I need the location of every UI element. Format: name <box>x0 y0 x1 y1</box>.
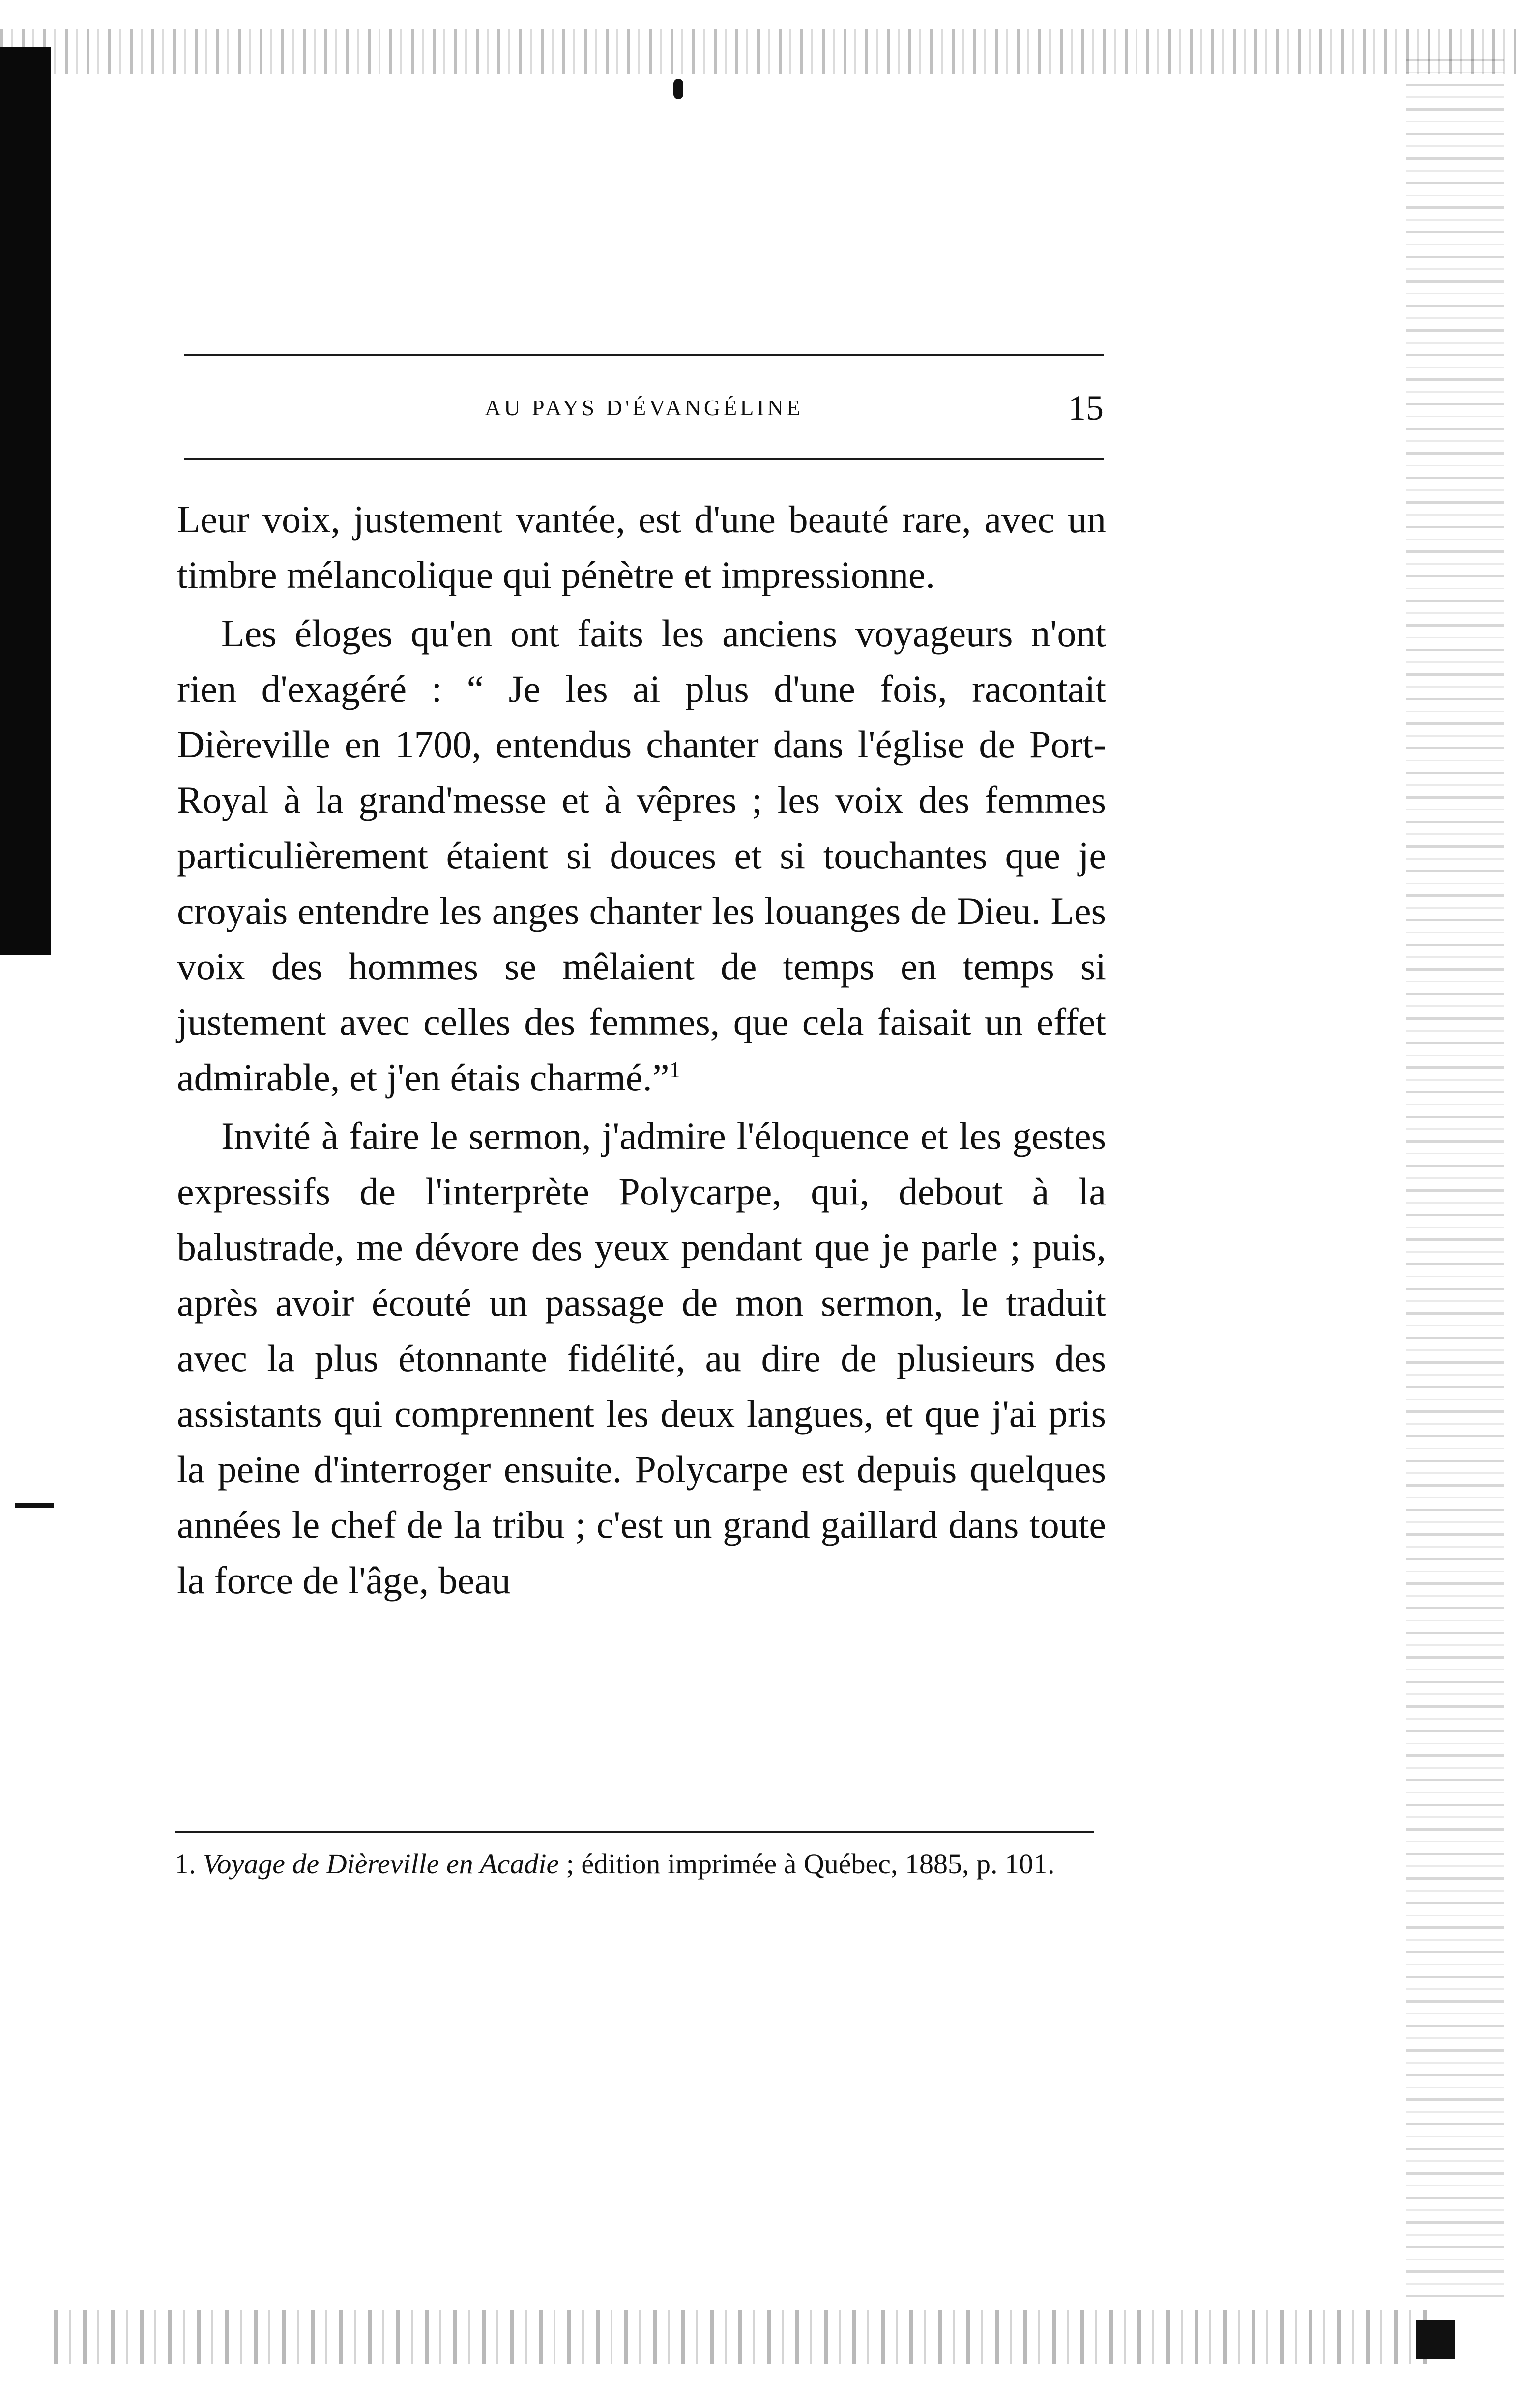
footnote-number: 1. <box>175 1848 196 1880</box>
header-bottom-rule <box>184 458 1104 460</box>
paragraph-1: Leur voix, justement vantée, est d'une beauté rare, avec un timbre mélancolique qui pénètre et impressionne. <box>177 498 1106 596</box>
ink-spot <box>673 79 683 99</box>
scan-noise-right <box>1406 59 1504 2300</box>
footnote-title: Voyage de Dièreville en Acadie <box>203 1848 559 1880</box>
running-title: AU PAYS D'ÉVANGÉLINE <box>485 395 803 420</box>
footnote-rest: ; édition imprimée à Québec, 1885, p. 101. <box>559 1848 1055 1880</box>
scan-artifact-corner <box>1416 2320 1455 2359</box>
header-top-rule <box>184 354 1104 356</box>
footnote <box>175 1848 1094 1880</box>
scan-noise-top <box>0 29 1516 74</box>
scan-noise-bottom <box>54 2310 1430 2364</box>
margin-mark <box>15 1503 54 1508</box>
footnote-rule <box>175 1831 1094 1833</box>
body-text <box>177 491 1106 1608</box>
footnote-reference: 1 <box>669 1057 681 1082</box>
page-number: 15 <box>1068 388 1104 428</box>
paragraph-2-text: Les éloges qu'en ont faits les anciens voyageurs n'ont rien d'exagéré : “ Je les ai plus d'une fois, racontait Dièreville en 1700, entendus chanter dans l'église de Port-Royal à la grand'messe et à vêpres ; les voix des femmes particulièrement étaient si douces et si touchantes que je croyais entendre les anges chanter les louanges de Dieu. Les voix des hommes se mêlaient de temps en temps si justement avec celles des femmes, que cela faisait un effet admirable, et j'en étais charmé.” <box>177 612 1106 1099</box>
scan-binding-shadow <box>0 47 51 955</box>
running-header <box>184 386 1104 435</box>
paragraph-3: Invité à faire le sermon, j'admire l'éloquence et les gestes expressifs de l'interprète Polycarpe, qui, debout à la balustrade, me dévore des yeux pendant que je parle ; puis, après avoir écouté un passage de mon sermon, le traduit avec la plus étonnante fidélité, au dire de plusieurs des assistants qui comprennent les deux langues, et que j'ai pris la peine d'interroger ensuite. Polycarpe est depuis quelques années le chef de la tribu ; c'est un grand gaillard dans toute la force de l'âge, beau <box>177 1115 1106 1602</box>
paragraph-2 <box>177 605 1106 1105</box>
